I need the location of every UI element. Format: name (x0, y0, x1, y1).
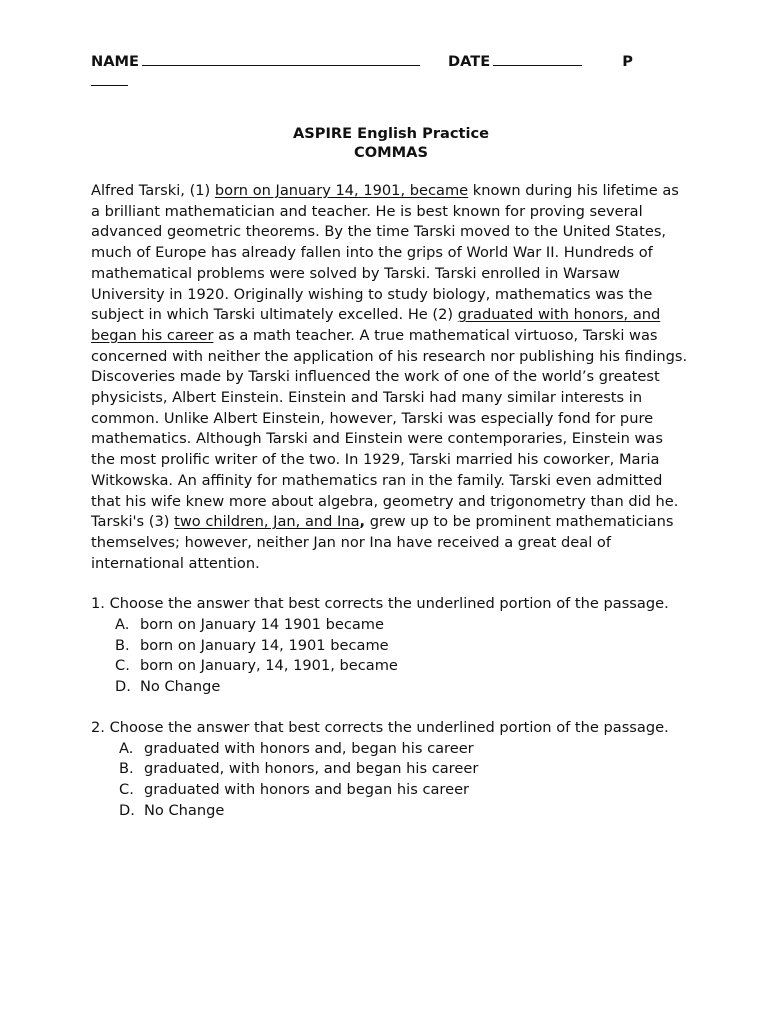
name-blank-field[interactable] (142, 52, 420, 66)
question-stem: 1. Choose the answer that best corrects the underlined portion of the passage. (91, 595, 669, 613)
passage-text: Alfred Tarski, (1) (91, 182, 215, 199)
answer-option[interactable] (119, 759, 691, 780)
underlined-portion-3: two children, Jan, and Ina (174, 513, 360, 531)
question-2 (91, 718, 691, 822)
answer-option[interactable] (115, 677, 691, 698)
bold-comma: , (359, 513, 366, 531)
worksheet-page (91, 52, 691, 821)
option-text: No Change (144, 801, 225, 819)
title-line-1: ASPIRE English Practice (292, 125, 490, 142)
period-label: P (622, 53, 633, 70)
option-text: graduated with honors and began his career (144, 780, 470, 798)
option-letter: A. (115, 616, 130, 634)
question-1 (91, 594, 691, 698)
passage-text: grew up to be prominent mathematicians themselves; however, neither Jan nor Ina have received a great deal of international attention. (91, 513, 674, 572)
answer-option[interactable] (119, 739, 691, 760)
option-letter: C. (115, 657, 130, 675)
name-label: NAME (91, 53, 139, 70)
option-text: born on January 14 1901 became (140, 616, 384, 634)
option-text: graduated, with honors, and began his career (144, 760, 479, 778)
worksheet-title (91, 124, 691, 162)
period-blank-row (91, 72, 691, 94)
answer-option[interactable] (115, 656, 691, 677)
option-letter: C. (119, 780, 134, 798)
period-blank-field[interactable] (91, 72, 128, 86)
answer-options (91, 739, 691, 822)
date-label: DATE (448, 53, 491, 70)
option-text: graduated with honors and, began his career (144, 739, 474, 757)
answer-option[interactable] (119, 801, 691, 822)
passage-text: known during his lifetime as a brilliant mathematician and teacher. He is best known for proving several advanced geometric theorems. By the time Tarski moved to the United States, much of Europe has already fallen into the grips of World War II. Hundreds of mathematical problems were solved by Tarski. Tarski enrolled in Warsaw University in 1920. Originally wishing to study biology, mathematics was the subject in which Tarski ultimately excelled. He (2) (91, 182, 679, 324)
option-letter: B. (115, 636, 130, 654)
option-letter: D. (119, 801, 135, 819)
reading-passage (91, 181, 691, 574)
option-letter: A. (119, 739, 134, 757)
answer-option[interactable] (115, 615, 691, 636)
underlined-portion-1: born on January 14, 1901, became (214, 182, 469, 199)
answer-options (91, 615, 691, 698)
answer-option[interactable] (119, 780, 691, 801)
option-text: born on January, 14, 1901, became (140, 657, 398, 675)
option-text: No Change (140, 678, 221, 696)
date-blank-field[interactable] (493, 52, 582, 66)
answer-option[interactable] (115, 636, 691, 657)
question-stem: 2. Choose the answer that best corrects the underlined portion of the passage. (91, 718, 669, 736)
title-line-2: COMMAS (354, 144, 428, 161)
option-letter: B. (119, 760, 134, 778)
option-text: born on January 14, 1901 became (140, 636, 389, 654)
underlined-portion-2: graduated with honors, and began his career (91, 306, 661, 344)
option-letter: D. (115, 678, 131, 696)
passage-text: as a math teacher. A true mathematical virtuoso, Tarski was concerned with neither the application of his research nor publishing his findings. Discoveries made by Tarski influenced the work of one of the world’s greatest physicists, Albert Einstein. Einstein and Tarski had many similar interests in common. Unlike Albert Einstein, however, Tarski was especially fond for pure mathematics. Although Tarski and Einstein were contemporaries, Einstein was the most prolific writer of the two. In 1929, Tarski married his coworker, Maria Witkowska. An affinity for mathematics ran in the family. Tarski even admitted that his wife knew more about algebra, geometry and trigonometry than did he. Tarski's (3) (91, 326, 688, 531)
student-info-header (91, 52, 691, 72)
